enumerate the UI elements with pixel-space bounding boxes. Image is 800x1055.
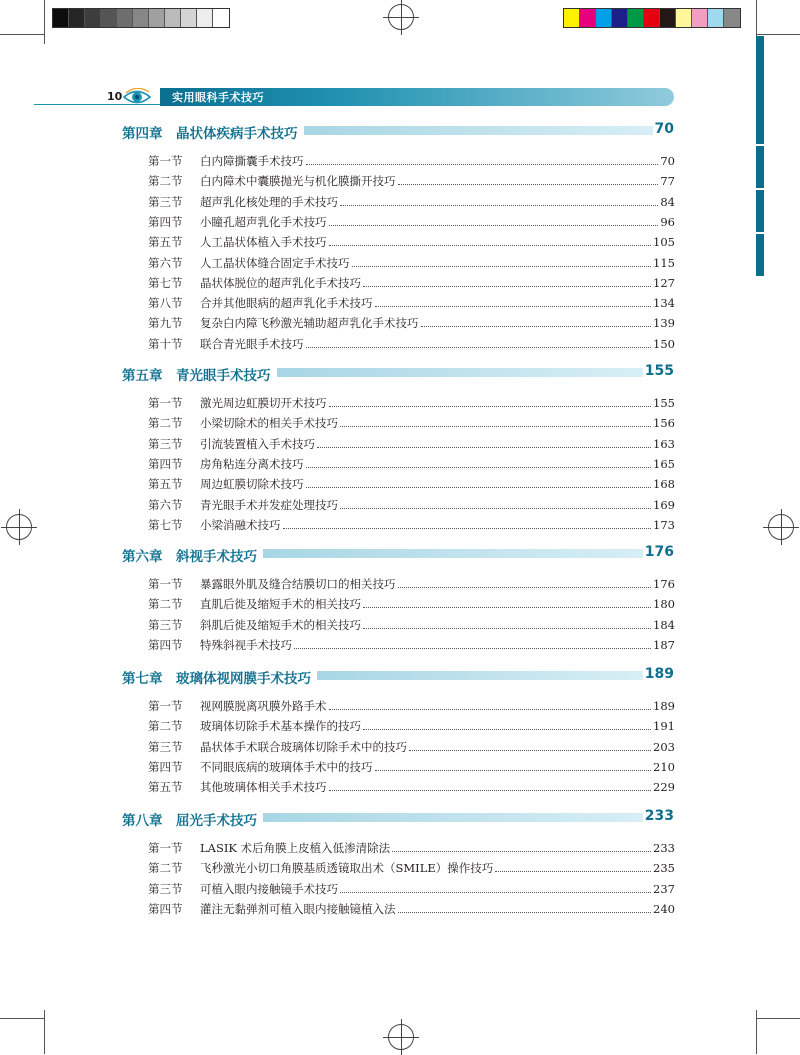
toc-entry[interactable]	[148, 255, 675, 271]
dot-leader	[398, 901, 652, 913]
chapter-heading[interactable]	[122, 364, 674, 382]
dot-leader	[363, 275, 651, 287]
section-title: 视网膜脱离巩膜外路手术	[200, 699, 327, 713]
section-number: 第三节	[148, 739, 183, 754]
section-title: 人工晶状体植入手术技巧	[200, 235, 327, 250]
color-swatch	[53, 9, 69, 27]
toc-entry[interactable]	[148, 698, 675, 714]
toc-entry[interactable]	[148, 194, 675, 210]
section-page-number: 240	[653, 901, 675, 916]
dot-leader	[283, 517, 652, 529]
toc-entry[interactable]	[148, 617, 675, 633]
chapter-heading[interactable]	[122, 545, 674, 563]
dot-leader	[340, 881, 651, 893]
toc-entry[interactable]	[148, 315, 675, 331]
color-swatch	[133, 9, 149, 27]
dot-leader	[306, 153, 659, 165]
color-swatch	[644, 9, 660, 27]
dot-leader	[352, 255, 652, 267]
section-title: 直肌后徙及缩短手术的相关技巧	[200, 597, 361, 612]
section-page-number: 237	[653, 881, 675, 896]
section-number: 第一节	[148, 577, 183, 591]
section-page-number: 173	[653, 517, 675, 532]
color-swatch	[676, 9, 692, 27]
section-page-number: 203	[653, 739, 675, 754]
section-page-number: 96	[660, 214, 675, 229]
section-title: 白内障撕囊手术技巧	[200, 154, 304, 168]
registration-mark-right	[768, 514, 794, 540]
section-number: 第一节	[148, 396, 183, 410]
section-number: 第四节	[148, 456, 183, 471]
section-title: 激光周边虹膜切开术技巧	[200, 396, 327, 410]
section-title: 房角粘连分离术技巧	[200, 456, 304, 471]
color-swatch	[724, 9, 740, 27]
section-title: 周边虹膜切除术技巧	[200, 477, 304, 492]
section-page-number: 70	[660, 154, 675, 168]
toc-entry[interactable]	[148, 576, 675, 592]
toc-entry[interactable]	[148, 214, 675, 230]
chapter-page-number: 155	[644, 363, 674, 379]
section-page-number: 180	[653, 597, 675, 612]
section-number: 第八节	[148, 296, 183, 311]
dot-leader	[329, 395, 652, 407]
section-title: 暴露眼外肌及缝合结膜切口的相关技巧	[200, 577, 396, 591]
color-swatch	[596, 9, 612, 27]
section-page-number: 163	[653, 436, 675, 451]
section-title: 复杂白内障飞秒激光辅助超声乳化手术技巧	[200, 316, 419, 331]
section-number: 第五节	[148, 477, 183, 492]
toc-entry[interactable]	[148, 415, 675, 431]
section-page-number: 169	[653, 497, 675, 512]
section-number: 第三节	[148, 436, 183, 451]
color-swatch	[213, 9, 229, 27]
toc-entry[interactable]	[148, 275, 675, 291]
dot-leader	[306, 476, 652, 488]
section-number: 第四节	[148, 901, 183, 916]
color-swatch	[85, 9, 101, 27]
section-number: 第五节	[148, 780, 183, 795]
toc-entry[interactable]	[148, 173, 675, 189]
section-title: LASIK 术后角膜上皮植入低渗清除法	[200, 841, 391, 855]
dot-leader	[375, 295, 652, 307]
grayscale-calibration-bar	[52, 8, 230, 28]
dot-leader	[317, 436, 651, 448]
section-page-number: 127	[653, 275, 675, 290]
color-swatch	[149, 9, 165, 27]
chapter-title: 第四章 晶状体疾病手术技巧	[122, 126, 298, 142]
toc-entry[interactable]	[148, 637, 675, 653]
section-number: 第六节	[148, 497, 183, 512]
toc-entry[interactable]	[148, 456, 675, 472]
chapter-bar	[263, 549, 643, 558]
color-swatch	[612, 9, 628, 27]
section-page-number: 156	[653, 416, 675, 431]
color-swatch	[181, 9, 197, 27]
page-number: 10	[107, 90, 123, 103]
dot-leader	[363, 718, 651, 730]
section-number: 第一节	[148, 841, 183, 855]
section-title: 其他玻璃体相关手术技巧	[200, 780, 327, 795]
toc-entry[interactable]	[148, 901, 675, 917]
toc-entry[interactable]	[148, 596, 675, 612]
dot-leader	[340, 497, 651, 509]
section-title: 青光眼手术并发症处理技巧	[200, 497, 338, 512]
dot-leader	[329, 234, 652, 246]
toc-entry[interactable]	[148, 234, 675, 250]
section-number: 第二节	[148, 416, 183, 431]
dot-leader	[375, 759, 652, 771]
section-title: 超声乳化核处理的手术技巧	[200, 194, 338, 209]
chapter-page-number: 233	[644, 808, 674, 824]
toc-entry[interactable]	[148, 860, 675, 876]
dot-leader	[329, 698, 652, 710]
section-title: 可植入眼内接触镜手术技巧	[200, 881, 338, 896]
section-title: 联合青光眼手术技巧	[200, 336, 304, 351]
section-number: 第一节	[148, 699, 183, 713]
section-number: 第七节	[148, 275, 183, 290]
section-page-number: 105	[653, 235, 675, 250]
section-page-number: 77	[660, 174, 675, 189]
crop-mark	[0, 34, 44, 35]
chapter-page-number: 189	[644, 666, 674, 682]
crop-mark	[44, 0, 45, 44]
section-page-number: 150	[653, 336, 675, 351]
section-number: 第三节	[148, 881, 183, 896]
toc-entry[interactable]	[148, 739, 675, 755]
chapter-page-number: 176	[644, 544, 674, 560]
dot-leader	[363, 617, 651, 629]
toc-entry[interactable]	[148, 881, 675, 897]
section-title: 小梁切除术的相关手术技巧	[200, 416, 338, 431]
book-title: 实用眼科手术技巧	[172, 91, 264, 104]
dot-leader	[329, 214, 659, 226]
chapter-bar	[263, 813, 643, 822]
section-title: 灌注无黏弹剂可植入眼内接触镜植入法	[200, 901, 396, 916]
section-page-number: 134	[653, 296, 675, 311]
chapter-bar	[317, 671, 643, 680]
chapter-title: 第五章 青光眼手术技巧	[122, 368, 271, 384]
section-title: 不同眼底病的玻璃体手术中的技巧	[200, 759, 373, 774]
section-number: 第三节	[148, 617, 183, 632]
toc-entry[interactable]	[148, 517, 675, 533]
section-number: 第二节	[148, 174, 183, 189]
section-number: 第六节	[148, 255, 183, 270]
color-swatch	[165, 9, 181, 27]
dot-leader	[306, 336, 652, 348]
section-page-number: 155	[653, 396, 675, 410]
crop-mark	[756, 1018, 800, 1019]
section-page-number: 189	[653, 699, 675, 713]
section-title: 人工晶状体缝合固定手术技巧	[200, 255, 350, 270]
section-page-number: 84	[660, 194, 675, 209]
section-title: 小瞳孔超声乳化手术技巧	[200, 214, 327, 229]
section-page-number: 184	[653, 617, 675, 632]
color-swatch	[101, 9, 117, 27]
chapter-heading[interactable]	[122, 667, 674, 685]
registration-mark-bottom	[388, 1024, 414, 1050]
registration-mark-top	[388, 4, 414, 30]
section-number: 第二节	[148, 719, 183, 734]
section-title: 小梁消融术技巧	[200, 517, 281, 532]
section-number: 第三节	[148, 194, 183, 209]
crop-mark	[0, 1018, 44, 1019]
color-swatch	[708, 9, 724, 27]
registration-mark-left	[6, 514, 32, 540]
section-number: 第四节	[148, 759, 183, 774]
toc-entry[interactable]	[148, 295, 675, 311]
chapter-page-number: 70	[654, 121, 674, 137]
section-page-number: 176	[653, 577, 675, 591]
dot-leader	[363, 596, 651, 608]
chapter-bar	[277, 368, 643, 377]
toc-entry[interactable]	[148, 840, 675, 856]
section-number: 第七节	[148, 517, 183, 532]
section-page-number: 191	[653, 719, 675, 734]
section-title: 白内障术中囊膜抛光与机化膜撕开技巧	[200, 174, 396, 189]
section-page-number: 168	[653, 477, 675, 492]
section-page-number: 229	[653, 780, 675, 795]
toc-entry[interactable]	[148, 476, 675, 492]
section-page-number: 210	[653, 759, 675, 774]
section-title: 引流装置植入手术技巧	[200, 436, 315, 451]
dot-leader	[495, 860, 651, 872]
chapter-bar	[304, 126, 653, 135]
dot-leader	[329, 779, 652, 791]
dot-leader	[409, 739, 651, 751]
section-page-number: 165	[653, 456, 675, 471]
dot-leader	[294, 637, 651, 649]
crop-mark	[756, 1010, 757, 1054]
color-swatch	[564, 9, 580, 27]
section-page-number: 233	[653, 841, 675, 855]
section-number: 第九节	[148, 316, 183, 331]
toc-entry[interactable]	[148, 395, 675, 411]
section-title: 斜肌后徙及缩短手术的相关技巧	[200, 617, 361, 632]
toc-entry[interactable]	[148, 497, 675, 513]
chapter-heading[interactable]	[122, 122, 674, 140]
chapter-heading[interactable]	[122, 809, 674, 827]
dot-leader	[340, 194, 658, 206]
dot-leader	[306, 456, 652, 468]
dot-leader	[340, 415, 651, 427]
dot-leader	[398, 576, 652, 588]
chapter-title: 第六章 斜视手术技巧	[122, 549, 257, 565]
section-page-number: 115	[653, 255, 675, 270]
color-swatch	[580, 9, 596, 27]
dot-leader	[392, 840, 651, 852]
section-title: 晶状体手术联合玻璃体切除手术中的技巧	[200, 739, 407, 754]
section-page-number: 139	[653, 316, 675, 331]
color-swatch	[117, 9, 133, 27]
toc-entry[interactable]	[148, 336, 675, 352]
crop-mark	[756, 34, 800, 35]
section-number: 第四节	[148, 637, 183, 652]
section-number: 第五节	[148, 235, 183, 250]
section-title: 特殊斜视手术技巧	[200, 637, 292, 652]
chapter-side-tab	[756, 36, 764, 276]
dot-leader	[398, 173, 659, 185]
section-title: 合并其他眼病的超声乳化手术技巧	[200, 296, 373, 311]
toc-entry[interactable]	[148, 779, 675, 795]
section-number: 第二节	[148, 597, 183, 612]
toc-entry[interactable]	[148, 718, 675, 734]
section-number: 第十节	[148, 336, 183, 351]
section-number: 第二节	[148, 861, 183, 876]
section-number: 第一节	[148, 154, 183, 168]
eye-icon	[122, 88, 152, 106]
toc-entry[interactable]	[148, 436, 675, 452]
toc-entry[interactable]	[148, 759, 675, 775]
color-swatch	[660, 9, 676, 27]
section-page-number: 187	[653, 637, 675, 652]
chapter-title: 第七章 玻璃体视网膜手术技巧	[122, 671, 311, 687]
color-swatch	[197, 9, 213, 27]
chapter-title: 第八章 屈光手术技巧	[122, 813, 257, 829]
toc-entry[interactable]	[148, 153, 675, 169]
crop-mark	[44, 1010, 45, 1054]
section-title: 玻璃体切除手术基本操作的技巧	[200, 719, 361, 734]
header-banner	[160, 88, 674, 106]
color-swatch	[69, 9, 85, 27]
section-title: 晶状体脱位的超声乳化手术技巧	[200, 275, 361, 290]
color-swatch	[692, 9, 708, 27]
dot-leader	[421, 315, 652, 327]
section-page-number: 235	[653, 861, 675, 876]
section-number: 第四节	[148, 214, 183, 229]
section-title: 飞秒激光小切口角膜基质透镜取出术（SMILE）操作技巧	[200, 861, 494, 876]
color-calibration-bar	[563, 8, 741, 28]
color-swatch	[628, 9, 644, 27]
